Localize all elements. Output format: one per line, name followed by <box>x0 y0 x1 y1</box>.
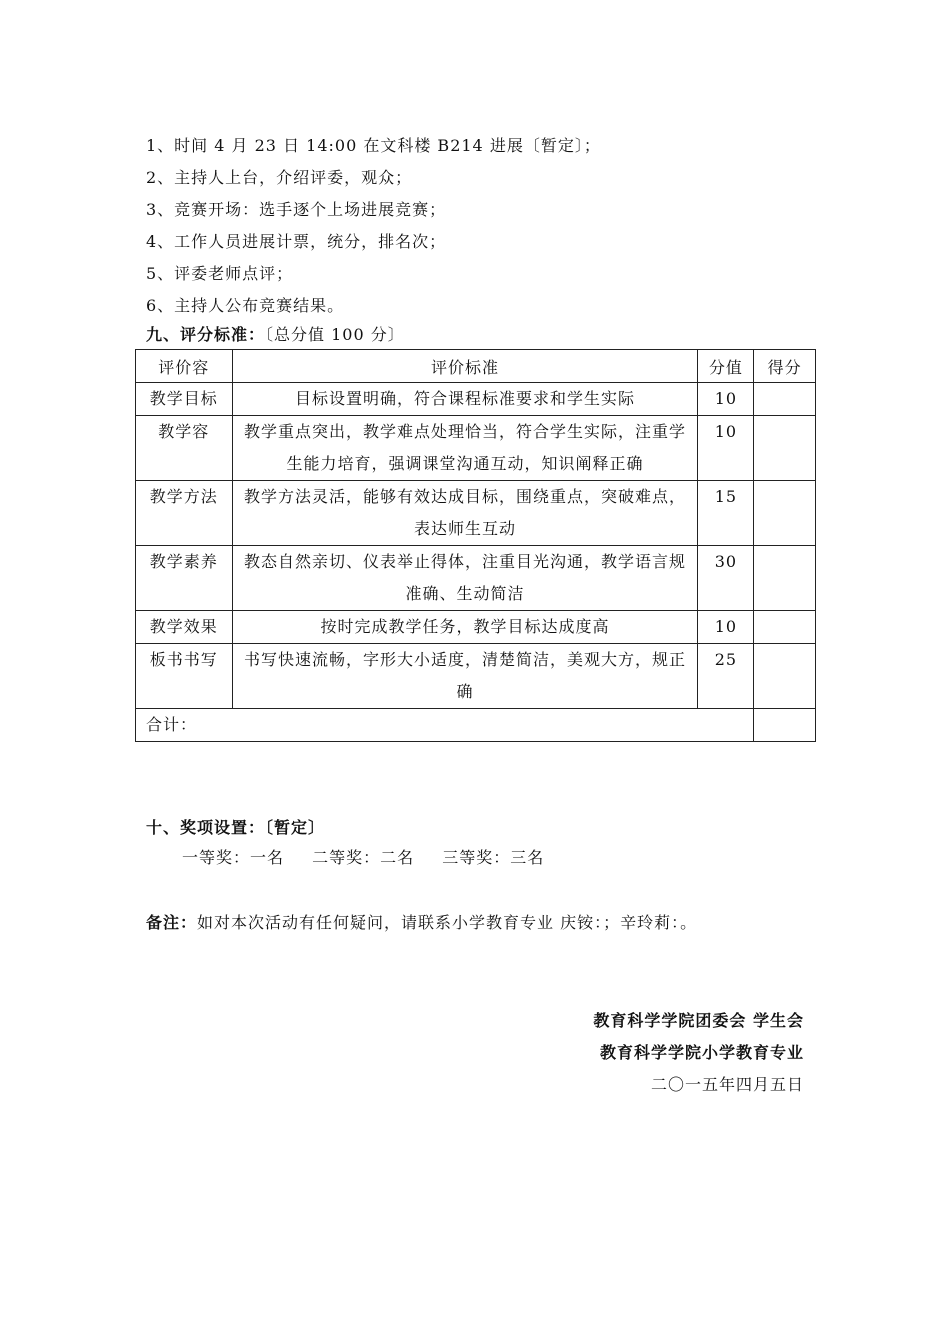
section-10-heading <box>146 815 325 838</box>
signature-date: 二〇一五年四月五日 <box>650 1075 804 1094</box>
row-item: 板书书写 <box>136 644 233 709</box>
step-5: 5、评委老师点评； <box>146 264 294 283</box>
section-10-title: 十、奖项设置：〔暂定〕 <box>146 818 326 837</box>
section-9-heading <box>146 322 405 345</box>
row-got[interactable] <box>754 416 816 481</box>
note <box>146 910 697 933</box>
row-score: 30 <box>698 546 754 611</box>
row-criteria: 按时完成教学任务，教学目标达成度高 <box>232 611 698 644</box>
table-row <box>136 416 816 481</box>
row-got[interactable] <box>754 383 816 416</box>
step-2: 2、主持人上台，介绍评委，观众； <box>146 168 413 187</box>
row-criteria: 书写快速流畅，字形大小适度，清楚简洁，美观大方，规正确 <box>232 644 698 709</box>
row-score: 10 <box>698 383 754 416</box>
row-item: 教学方法 <box>136 481 233 546</box>
total-got[interactable] <box>754 709 816 742</box>
section-9-subtitle: 〔总分值 100 分〕 <box>265 325 405 344</box>
step-6: 6、主持人公布竞赛结果。 <box>146 296 345 315</box>
row-score: 15 <box>698 481 754 546</box>
signature-org-2: 教育科学学院小学教育专业 <box>599 1043 804 1062</box>
scoring-table <box>135 349 816 742</box>
step-1: 1、时间 4 月 23 日 14:00 在文科楼 B214 进展〔暂定〕； <box>146 136 601 155</box>
table-total-row <box>136 709 816 742</box>
note-text: 如对本次活动有任何疑问，请联系小学教育专业 庆铵：；辛玲莉：。 <box>197 913 698 932</box>
step-3: 3、竞赛开场：选手逐个上场进展竞赛； <box>146 200 447 219</box>
row-score: 10 <box>698 611 754 644</box>
row-item: 教学素养 <box>136 546 233 611</box>
award-first: 一等奖：一名 <box>182 848 285 867</box>
table-row <box>136 546 816 611</box>
table-row <box>136 611 816 644</box>
section-9-title: 九、评分标准： <box>146 325 266 344</box>
row-criteria: 目标设置明确，符合课程标准要求和学生实际 <box>232 383 698 416</box>
table-header-row <box>136 350 816 383</box>
row-score: 10 <box>698 416 754 481</box>
row-criteria: 教学重点突出，教学难点处理恰当，符合学生实际，注重学生能力培育，强调课堂沟通互动，知识阐释正确 <box>232 416 698 481</box>
table-row <box>136 481 816 546</box>
row-item: 教学容 <box>136 416 233 481</box>
row-item: 教学目标 <box>136 383 233 416</box>
awards-list <box>182 845 566 868</box>
row-score: 25 <box>698 644 754 709</box>
total-label: 合计： <box>136 709 754 742</box>
table-row <box>136 644 816 709</box>
award-third: 三等奖：三名 <box>442 848 545 867</box>
note-label: 备注： <box>146 913 198 932</box>
procedure-steps <box>146 130 601 322</box>
row-item: 教学效果 <box>136 611 233 644</box>
signature-org-1: 教育科学学院团委会 学生会 <box>593 1011 804 1030</box>
header-item: 评价容 <box>136 350 233 383</box>
table-row <box>136 383 816 416</box>
row-criteria: 教态自然亲切、仪表举止得体，注重目光沟通，教学语言规准确、生动简洁 <box>232 546 698 611</box>
award-second: 二等奖：二名 <box>312 848 415 867</box>
row-got[interactable] <box>754 644 816 709</box>
header-score: 分值 <box>698 350 754 383</box>
row-criteria: 教学方法灵活，能够有效达成目标，围绕重点，突破难点，表达师生互动 <box>232 481 698 546</box>
step-4: 4、工作人员进展计票，统分，排名次； <box>146 232 447 251</box>
row-got[interactable] <box>754 481 816 546</box>
row-got[interactable] <box>754 611 816 644</box>
header-got: 得分 <box>754 350 816 383</box>
row-got[interactable] <box>754 546 816 611</box>
header-criteria: 评价标准 <box>232 350 698 383</box>
